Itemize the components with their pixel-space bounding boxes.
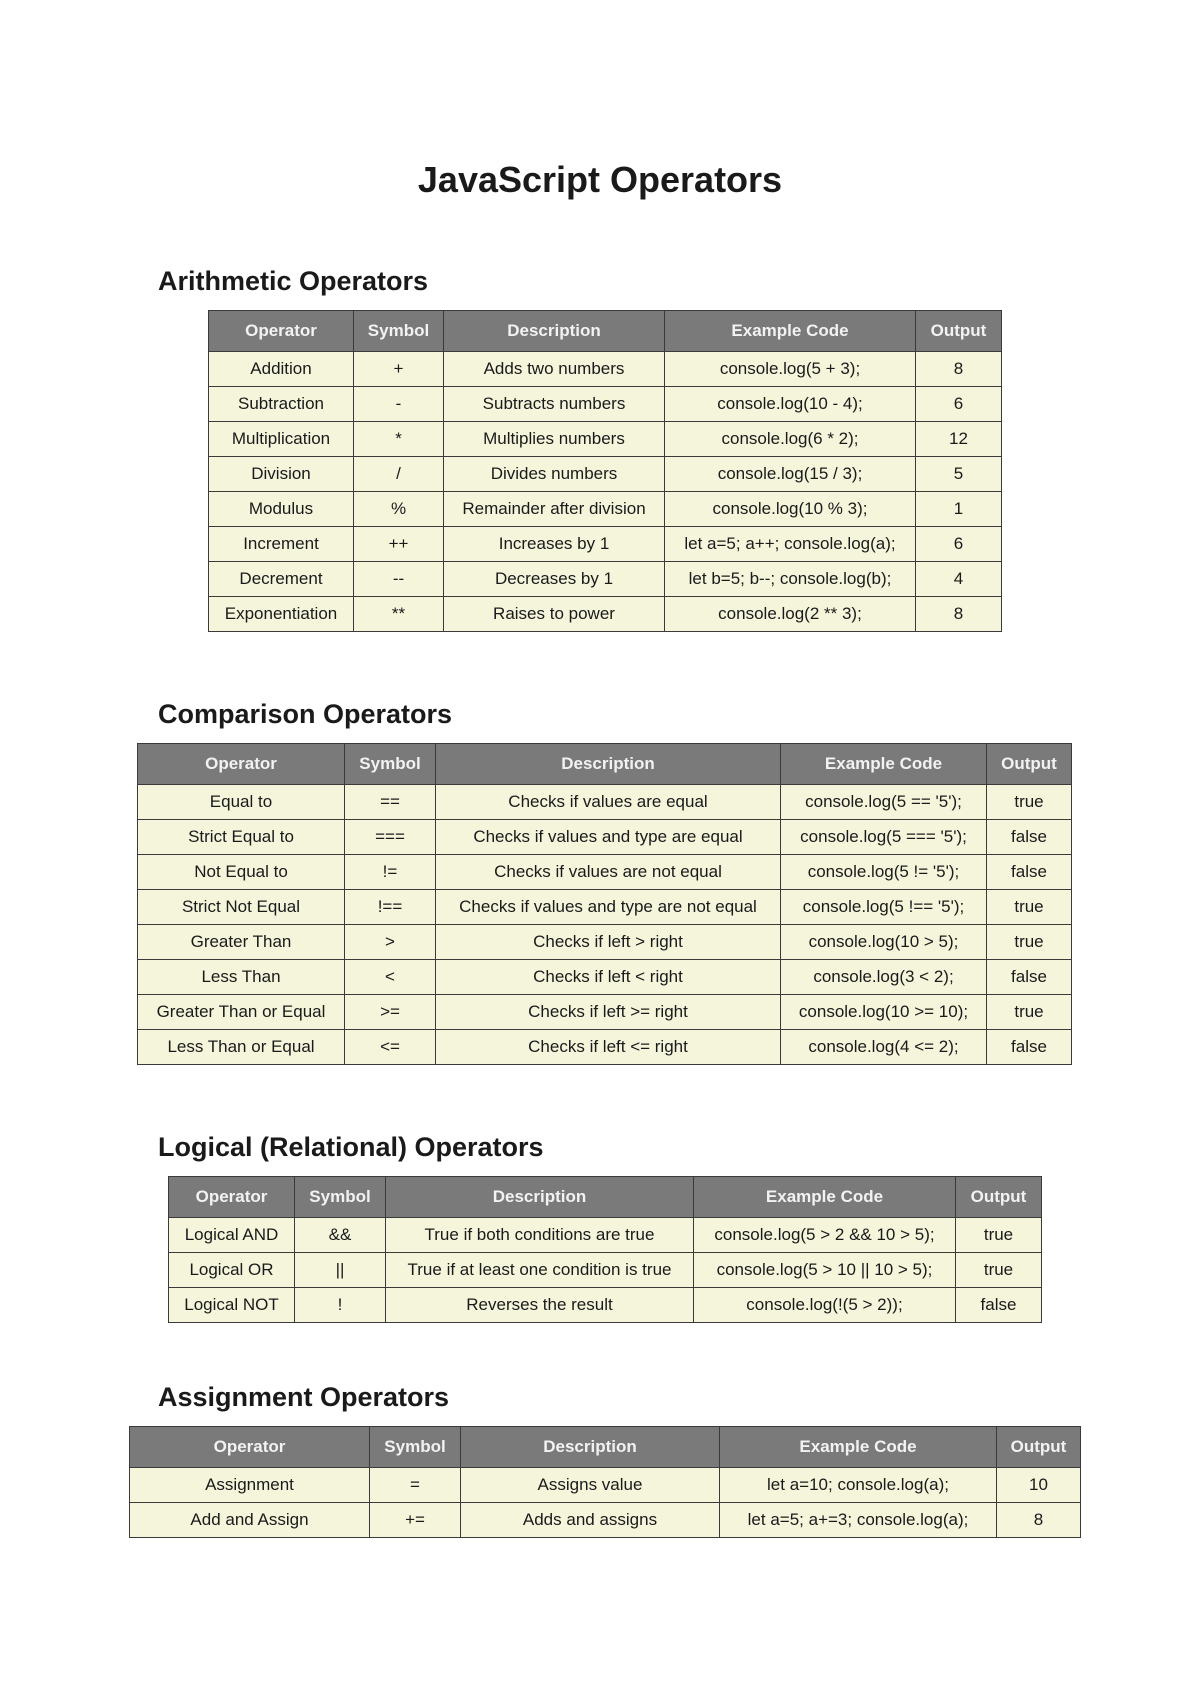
table-header-row (130, 1427, 1081, 1468)
table-row (209, 422, 1002, 457)
column-header-operator: Operator (169, 1177, 295, 1218)
cell-output: true (987, 995, 1072, 1030)
column-header-description: Description (436, 744, 781, 785)
cell-output: false (987, 1030, 1072, 1065)
cell-description: Checks if left >= right (436, 995, 781, 1030)
cell-operator: Division (209, 457, 354, 492)
cell-operator: Equal to (138, 785, 345, 820)
table-row (209, 457, 1002, 492)
cell-output: 10 (997, 1468, 1081, 1503)
column-header-operator: Operator (209, 311, 354, 352)
column-header-output: Output (956, 1177, 1042, 1218)
cell-symbol: != (345, 855, 436, 890)
cell-description: Checks if left > right (436, 925, 781, 960)
table-row (209, 387, 1002, 422)
cell-symbol: % (354, 492, 444, 527)
cell-symbol: / (354, 457, 444, 492)
table-row (130, 1468, 1081, 1503)
cell-example-code: console.log(!(5 > 2)); (694, 1288, 956, 1323)
column-header-symbol: Symbol (345, 744, 436, 785)
cell-output: true (956, 1218, 1042, 1253)
section-heading-logical: Logical (Relational) Operators (158, 1132, 544, 1162)
cell-operator: Logical NOT (169, 1288, 295, 1323)
cell-description: Increases by 1 (444, 527, 665, 562)
cell-operator: Strict Not Equal (138, 890, 345, 925)
column-header-operator: Operator (138, 744, 345, 785)
cell-operator: Greater Than (138, 925, 345, 960)
cell-example-code: console.log(5 == '5'); (781, 785, 987, 820)
cell-example-code: console.log(5 + 3); (665, 352, 916, 387)
cell-operator: Addition (209, 352, 354, 387)
cell-symbol: >= (345, 995, 436, 1030)
cell-operator: Subtraction (209, 387, 354, 422)
cell-operator: Add and Assign (130, 1503, 370, 1538)
cell-operator: Not Equal to (138, 855, 345, 890)
cell-symbol: ! (295, 1288, 386, 1323)
cell-description: True if at least one condition is true (386, 1253, 694, 1288)
cell-output: 8 (916, 597, 1002, 632)
cell-example-code: let a=5; a++; console.log(a); (665, 527, 916, 562)
column-header-output: Output (997, 1427, 1081, 1468)
cell-symbol: < (345, 960, 436, 995)
cell-output: 4 (916, 562, 1002, 597)
cell-operator: Modulus (209, 492, 354, 527)
cell-symbol: * (354, 422, 444, 457)
cell-operator: Logical OR (169, 1253, 295, 1288)
cell-example-code: console.log(3 < 2); (781, 960, 987, 995)
table-row (209, 562, 1002, 597)
cell-output: false (987, 820, 1072, 855)
table-row (138, 1030, 1072, 1065)
cell-example-code: console.log(2 ** 3); (665, 597, 916, 632)
cell-operator: Increment (209, 527, 354, 562)
cell-output: false (987, 855, 1072, 890)
column-header-description: Description (461, 1427, 720, 1468)
cell-example-code: console.log(5 !== '5'); (781, 890, 987, 925)
cell-description: Remainder after division (444, 492, 665, 527)
cell-description: Checks if values and type are not equal (436, 890, 781, 925)
cell-output: 5 (916, 457, 1002, 492)
cell-example-code: console.log(10 - 4); (665, 387, 916, 422)
table-row (209, 492, 1002, 527)
column-header-symbol: Symbol (295, 1177, 386, 1218)
table-row (138, 960, 1072, 995)
cell-example-code: console.log(10 >= 10); (781, 995, 987, 1030)
cell-symbol: - (354, 387, 444, 422)
cell-output: false (987, 960, 1072, 995)
cell-symbol: + (354, 352, 444, 387)
cell-operator: Logical AND (169, 1218, 295, 1253)
table-row (138, 995, 1072, 1030)
column-header-example-code: Example Code (720, 1427, 997, 1468)
cell-description: Raises to power (444, 597, 665, 632)
comparison-table (137, 743, 1072, 1065)
table-row (169, 1253, 1042, 1288)
cell-operator: Greater Than or Equal (138, 995, 345, 1030)
column-header-example-code: Example Code (694, 1177, 956, 1218)
cell-output: 8 (997, 1503, 1081, 1538)
arithmetic-table (208, 310, 1002, 632)
cell-operator: Less Than (138, 960, 345, 995)
cell-description: Checks if left <= right (436, 1030, 781, 1065)
cell-example-code: console.log(6 * 2); (665, 422, 916, 457)
cell-output: 6 (916, 387, 1002, 422)
cell-output: true (956, 1253, 1042, 1288)
cell-description: Adds and assigns (461, 1503, 720, 1538)
table-header-row (169, 1177, 1042, 1218)
cell-description: Checks if values are not equal (436, 855, 781, 890)
cell-description: Reverses the result (386, 1288, 694, 1323)
cell-description: Checks if left < right (436, 960, 781, 995)
column-header-symbol: Symbol (370, 1427, 461, 1468)
column-header-operator: Operator (130, 1427, 370, 1468)
table-row (130, 1503, 1081, 1538)
column-header-example-code: Example Code (665, 311, 916, 352)
cell-example-code: let b=5; b--; console.log(b); (665, 562, 916, 597)
cell-output: 8 (916, 352, 1002, 387)
table-row (169, 1288, 1042, 1323)
cell-symbol: == (345, 785, 436, 820)
column-header-description: Description (386, 1177, 694, 1218)
cell-symbol: <= (345, 1030, 436, 1065)
cell-example-code: console.log(5 > 2 && 10 > 5); (694, 1218, 956, 1253)
column-header-example-code: Example Code (781, 744, 987, 785)
cell-description: Multiplies numbers (444, 422, 665, 457)
cell-symbol: += (370, 1503, 461, 1538)
cell-example-code: console.log(15 / 3); (665, 457, 916, 492)
table-row (138, 925, 1072, 960)
cell-description: Subtracts numbers (444, 387, 665, 422)
cell-operator: Exponentiation (209, 597, 354, 632)
cell-symbol: === (345, 820, 436, 855)
cell-description: True if both conditions are true (386, 1218, 694, 1253)
table-row (209, 597, 1002, 632)
cell-example-code: console.log(5 === '5'); (781, 820, 987, 855)
assignment-table (129, 1426, 1081, 1538)
page-title: JavaScript Operators (417, 159, 783, 200)
cell-output: true (987, 925, 1072, 960)
table-row (138, 785, 1072, 820)
cell-output: true (987, 890, 1072, 925)
cell-output: true (987, 785, 1072, 820)
cell-description: Adds two numbers (444, 352, 665, 387)
cell-example-code: console.log(5 > 10 || 10 > 5); (694, 1253, 956, 1288)
cell-example-code: console.log(5 != '5'); (781, 855, 987, 890)
section-heading-assignment: Assignment Operators (158, 1382, 450, 1412)
cell-example-code: console.log(10 % 3); (665, 492, 916, 527)
cell-description: Assigns value (461, 1468, 720, 1503)
cell-example-code: let a=5; a+=3; console.log(a); (720, 1503, 997, 1538)
column-header-symbol: Symbol (354, 311, 444, 352)
column-header-output: Output (987, 744, 1072, 785)
cell-output: 1 (916, 492, 1002, 527)
cell-description: Checks if values are equal (436, 785, 781, 820)
logical-table (168, 1176, 1042, 1323)
cell-operator: Multiplication (209, 422, 354, 457)
cell-symbol: > (345, 925, 436, 960)
cell-operator: Less Than or Equal (138, 1030, 345, 1065)
cell-symbol: || (295, 1253, 386, 1288)
cell-symbol: ** (354, 597, 444, 632)
cell-description: Checks if values and type are equal (436, 820, 781, 855)
cell-example-code: let a=10; console.log(a); (720, 1468, 997, 1503)
table-row (209, 352, 1002, 387)
cell-output: 12 (916, 422, 1002, 457)
column-header-output: Output (916, 311, 1002, 352)
cell-symbol: = (370, 1468, 461, 1503)
table-row (169, 1218, 1042, 1253)
column-header-description: Description (444, 311, 665, 352)
section-heading-arithmetic: Arithmetic Operators (158, 266, 429, 296)
cell-symbol: && (295, 1218, 386, 1253)
table-header-row (138, 744, 1072, 785)
cell-symbol: !== (345, 890, 436, 925)
cell-description: Divides numbers (444, 457, 665, 492)
cell-example-code: console.log(10 > 5); (781, 925, 987, 960)
section-heading-comparison: Comparison Operators (158, 699, 453, 729)
cell-output: false (956, 1288, 1042, 1323)
cell-symbol: ++ (354, 527, 444, 562)
table-header-row (209, 311, 1002, 352)
cell-example-code: console.log(4 <= 2); (781, 1030, 987, 1065)
table-row (209, 527, 1002, 562)
table-row (138, 820, 1072, 855)
cell-symbol: -- (354, 562, 444, 597)
cell-operator: Assignment (130, 1468, 370, 1503)
cell-output: 6 (916, 527, 1002, 562)
table-row (138, 890, 1072, 925)
cell-description: Decreases by 1 (444, 562, 665, 597)
table-row (138, 855, 1072, 890)
cell-operator: Strict Equal to (138, 820, 345, 855)
cell-operator: Decrement (209, 562, 354, 597)
